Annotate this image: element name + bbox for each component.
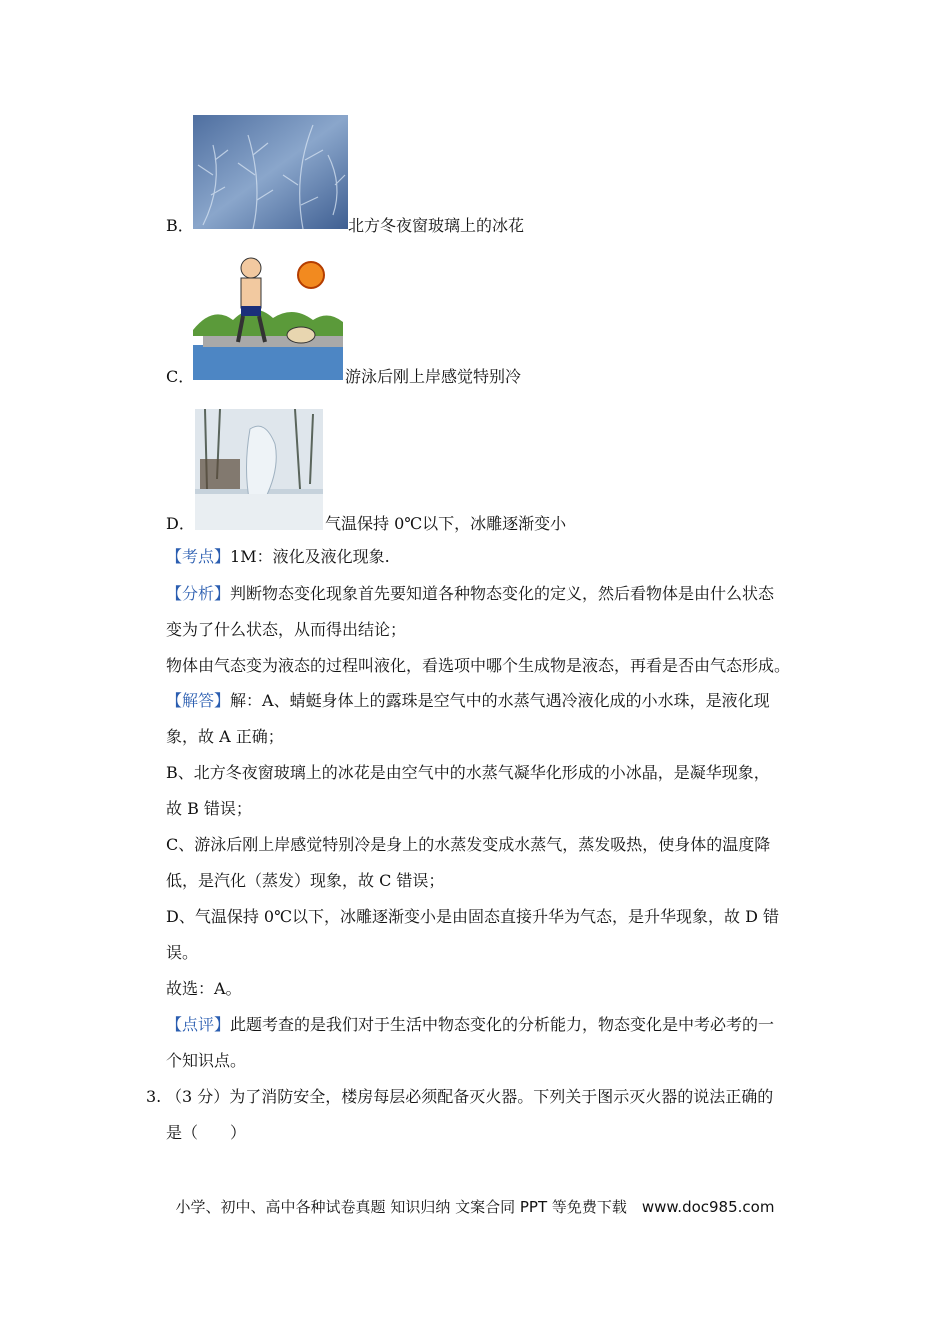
jieda-line-4: 故 B 错误； <box>166 799 252 818</box>
dianping-line-2: 个知识点。 <box>166 1051 247 1070</box>
jieda-line-3: B、北方冬夜窗玻璃上的冰花是由空气中的水蒸气凝华化形成的小冰晶，是凝华现象， <box>166 763 770 782</box>
dianping-tag: 【点评】 <box>166 1015 231 1034</box>
fenxi-line-1 <box>166 584 774 604</box>
option-b-letter: B． <box>166 216 194 235</box>
jieda-line-8: 误。 <box>166 943 199 962</box>
fenxi-tag: 【分析】 <box>166 584 231 603</box>
dianping-text-1: 此题考查的是我们对于生活中物态变化的分析能力，物态变化是中考必考的一 <box>230 1015 775 1034</box>
kaodian-line <box>166 547 390 567</box>
jieda-line-1 <box>166 691 770 711</box>
question-3-line-1: （3 分）为了消防安全，楼房每层必须配备灭火器。下列关于图示灭火器的说法正确的 <box>166 1087 774 1106</box>
frost-window-image <box>193 115 348 229</box>
jieda-line-9: 故选：A。 <box>166 979 242 998</box>
dianping-line-1 <box>166 1015 774 1035</box>
ice-sculpture-image <box>195 409 323 530</box>
option-d-letter: D． <box>166 514 195 533</box>
swimmer-cartoon-image <box>193 250 343 380</box>
jieda-line-5: C、游泳后刚上岸感觉特别冷是身上的水蒸发变成水蒸气，蒸发吸热，使身体的温度降 <box>166 835 771 854</box>
option-c-text: 游泳后刚上岸感觉特别冷 <box>345 367 522 386</box>
fenxi-line-2: 变为了什么状态，从而得出结论； <box>166 620 407 639</box>
page-footer: 小学、初中、高中各种试卷真题 知识归纳 文案合同 PPT 等免费下载 www.doc985.com <box>175 1198 775 1216</box>
jieda-line-2: 象，故 A 正确； <box>166 727 284 746</box>
fenxi-line-3: 物体由气态变为液态的过程叫液化，看选项中哪个生成物是液态，再看是否由气态形成。 <box>166 656 791 675</box>
kaodian-tag: 【考点】 <box>166 547 231 566</box>
jieda-line-6: 低，是汽化（蒸发）现象，故 C 错误； <box>166 871 445 890</box>
option-b-text: 北方冬夜窗玻璃上的冰花 <box>348 216 525 235</box>
kaodian-text: 1M：液化及液化现象. <box>230 547 390 566</box>
option-c-letter: C． <box>166 367 195 386</box>
jieda-line-7: D、气温保持 0℃以下，冰雕逐渐变小是由固态直接升华为气态，是升华现象，故 D 错 <box>166 907 779 926</box>
jieda-text-1: 解：A、蜻蜓身体上的露珠是空气中的水蒸气遇冷液化成的小水珠，是液化现 <box>230 691 770 710</box>
question-3-line-2: 是（ ） <box>166 1123 247 1142</box>
question-3-number: 3. <box>146 1087 162 1106</box>
fenxi-text-1: 判断物态变化现象首先要知道各种物态变化的定义，然后看物体是由什么状态 <box>230 584 775 603</box>
jieda-tag: 【解答】 <box>166 691 231 710</box>
option-d-text: 气温保持 0℃以下，冰雕逐渐变小 <box>325 514 567 533</box>
